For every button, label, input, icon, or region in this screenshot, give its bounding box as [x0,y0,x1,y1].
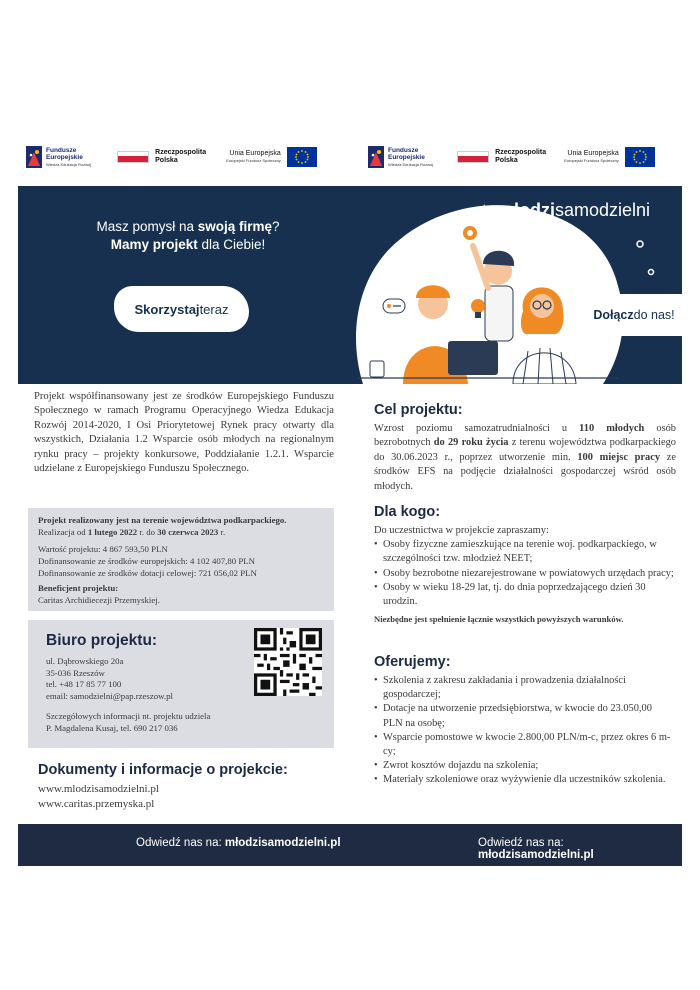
who-intro: Do uczestnictwa w projekcie zapraszamy: [374,525,549,536]
fe-line2: Europejskie [46,153,83,161]
footer-link-right[interactable]: Odwiedź nas na: młodzisamodzielni.pl [478,837,594,861]
who-note: Niezbędne jest spełnienie łącznie wszystkich powyższych warunków. [374,614,624,625]
eu-flag [287,147,317,167]
fe-sub: Wiedza Edukacja Rozwój [46,161,92,167]
offer-item: • Zwrot kosztów dojazdu na szkolenia; [374,759,674,773]
rp-line1: Rzeczpospolita [495,149,547,156]
brand-rest: samodzielni [555,200,651,220]
info-eu-funding: Dofinansowanie ze środków europejskich: 4 102 407,80 PLN [38,556,255,566]
info-period: Realizacja od 1 lutego 2022 r. do 30 czerwca 2023 r. [38,527,226,537]
footer-link-left[interactable]: Odwiedź nas na: młodzisamodzielni.pl [136,837,341,849]
rp-line2: Polska [495,157,518,164]
cta-bold: Skorzystaj [134,301,200,317]
tagline-line1: Masz pomysł na swoją firmę? [96,219,280,234]
offer-section [374,674,674,788]
offer-item: • Materiały szkoleniowe oraz wyżywienie dla uczestników szkolenia. [374,773,674,787]
beneficiary-label: Beneficjent projektu: [38,583,119,593]
who-item: • Osoby w wieku 18-29 lat, tj. do dnia poprzedzającego dzień 30 urodzin. [374,581,678,609]
fe-line2: Europejskie [388,153,425,161]
svg-text:✦: ✦ [480,203,489,214]
unia-europejska-logo [226,147,317,167]
logo-strip-left [26,144,344,170]
who-item: • Osoby fizyczne zamieszkujące na terenie woj. podkarpackiego, w szczególności tzw. młodzież NEET; [374,538,678,566]
cta-rest: teraz [199,301,229,317]
info-value: Wartość projektu: 4 867 593,50 PLN [38,544,168,554]
offer-item: • Dotacje na utworzenie przedsiębiorstwa, w kwocie do 23.050,00 PLN na osobę; [374,702,674,730]
brand-logo [498,200,650,221]
office-more2: P. Magdalena Kusaj, tel. 690 217 036 [46,722,178,733]
ue-line1: Unia Europejska [567,150,619,157]
offer-item: • Szkolenia z zakresu zakładania i prowadzenia działalności gospodarczej; [374,674,674,702]
office-heading: Biuro projektu: [46,632,158,649]
office-box [28,620,334,748]
who-section [374,524,678,626]
logo-strip-right [368,144,682,170]
polish-flag [117,151,149,163]
ue-sub: Europejski Fundusz Społeczny [564,158,619,163]
rzeczpospolita-logo [117,149,206,165]
beneficiary-name: Caritas Archidiecezji Przemyskiej. [38,595,160,605]
goal-paragraph: Wzrost poziomu samozatrudnialności u 110 młodych osób bezrobotnych do 29 roku życia z terenu województwa podkarpackiego do 30.06.2023 r., poprzez utworzenie min. 100 miejsc pracy ze środków EFS na podjęcie działalności gospodarczej wśród osób młodych. [374,423,677,492]
fe-line1: Fundusze [388,146,419,154]
office-phone: tel. +48 17 85 77 100 [46,679,122,689]
tagline-line2: Mamy projekt dla Ciebie! [110,237,266,252]
ue-line1: Unia Europejska [229,150,281,157]
link-caritas[interactable]: www.caritas.przemyska.pl [38,798,155,810]
documents-links [38,782,159,812]
hero-banner [18,186,682,384]
fundusze-europejskie-logo [26,146,91,168]
eu-flag [625,147,655,167]
info-target-funding: Dofinansowanie ze środków dotacji celowej: 721 056,02 PLN [38,568,257,578]
dolacz-do-nas-button[interactable] [578,294,682,336]
fe-line1: Fundusze [46,146,77,154]
office-city: 35-036 Rzeszów [46,667,105,678]
rp-line2: Polska [155,157,178,164]
rzeczpospolita-logo [457,149,546,165]
unia-europejska-logo [564,147,655,167]
skorzystaj-teraz-button[interactable] [114,286,249,332]
brand-bold: młodzi [498,200,555,220]
join-bold: Dołącz [593,308,634,322]
who-heading: Dla kogo: [374,504,441,520]
info-heading: Projekt realizowany jest na terenie województwa podkarpackiego. [38,515,287,525]
rp-line1: Rzeczpospolita [155,149,207,156]
ue-sub: Europejski Fundusz Społeczny [226,158,281,163]
fundusze-europejskie-logo [368,146,433,168]
fundusze-europejskie-icon [368,146,384,168]
offer-heading: Oferujemy: [374,654,451,670]
fe-sub: Wiedza Edukacja Rozwój [388,161,434,167]
footer-bar [18,824,682,866]
who-item: • Osoby bezrobotne niezarejestrowane w powiatowych urzędach pracy; [374,567,678,581]
svg-text:✦: ✦ [373,331,380,340]
svg-text:✦: ✦ [578,247,585,256]
documents-heading: Dokumenty i informacje o projekcie: [38,762,288,778]
office-more1: Szczegółowych informacji nt. projektu udziela [46,711,211,721]
office-email: email: samodzielni@pap.rzeszow.pl [46,690,173,701]
banner-tagline [88,218,288,254]
intro-paragraph: Projekt współfinansowany jest ze środków Europejskiego Funduszu Społecznego w ramach Programu Operacyjnego Wiedza Edukacja Rozwój 2014-2020, I Osi Priorytetowej Rynek pracy otwarty dla wszystkich, Działania 1.2 Wsparcie osób młodych na regionalnym rynku pracy – projekty konkursowe, Poddziałanie 1.2.1. Wsparcie udzielane z Europejskiego Funduszu Społecznego. [34,391,334,475]
offer-item: • Wsparcie pomostowe w kwocie 2.800,00 PLN/m-c, przez okres 6 m-cy; [374,731,674,759]
join-rest: do nas! [633,308,675,322]
project-info-box [28,508,334,611]
link-mlodzisamodzielni[interactable]: www.mlodzisamodzielni.pl [38,783,159,795]
goal-heading: Cel projektu: [374,402,463,418]
qr-code[interactable] [254,628,322,696]
fundusze-europejskie-icon [26,146,42,168]
office-street: ul. Dąbrowskiego 20a [46,656,124,666]
polish-flag [457,151,489,163]
